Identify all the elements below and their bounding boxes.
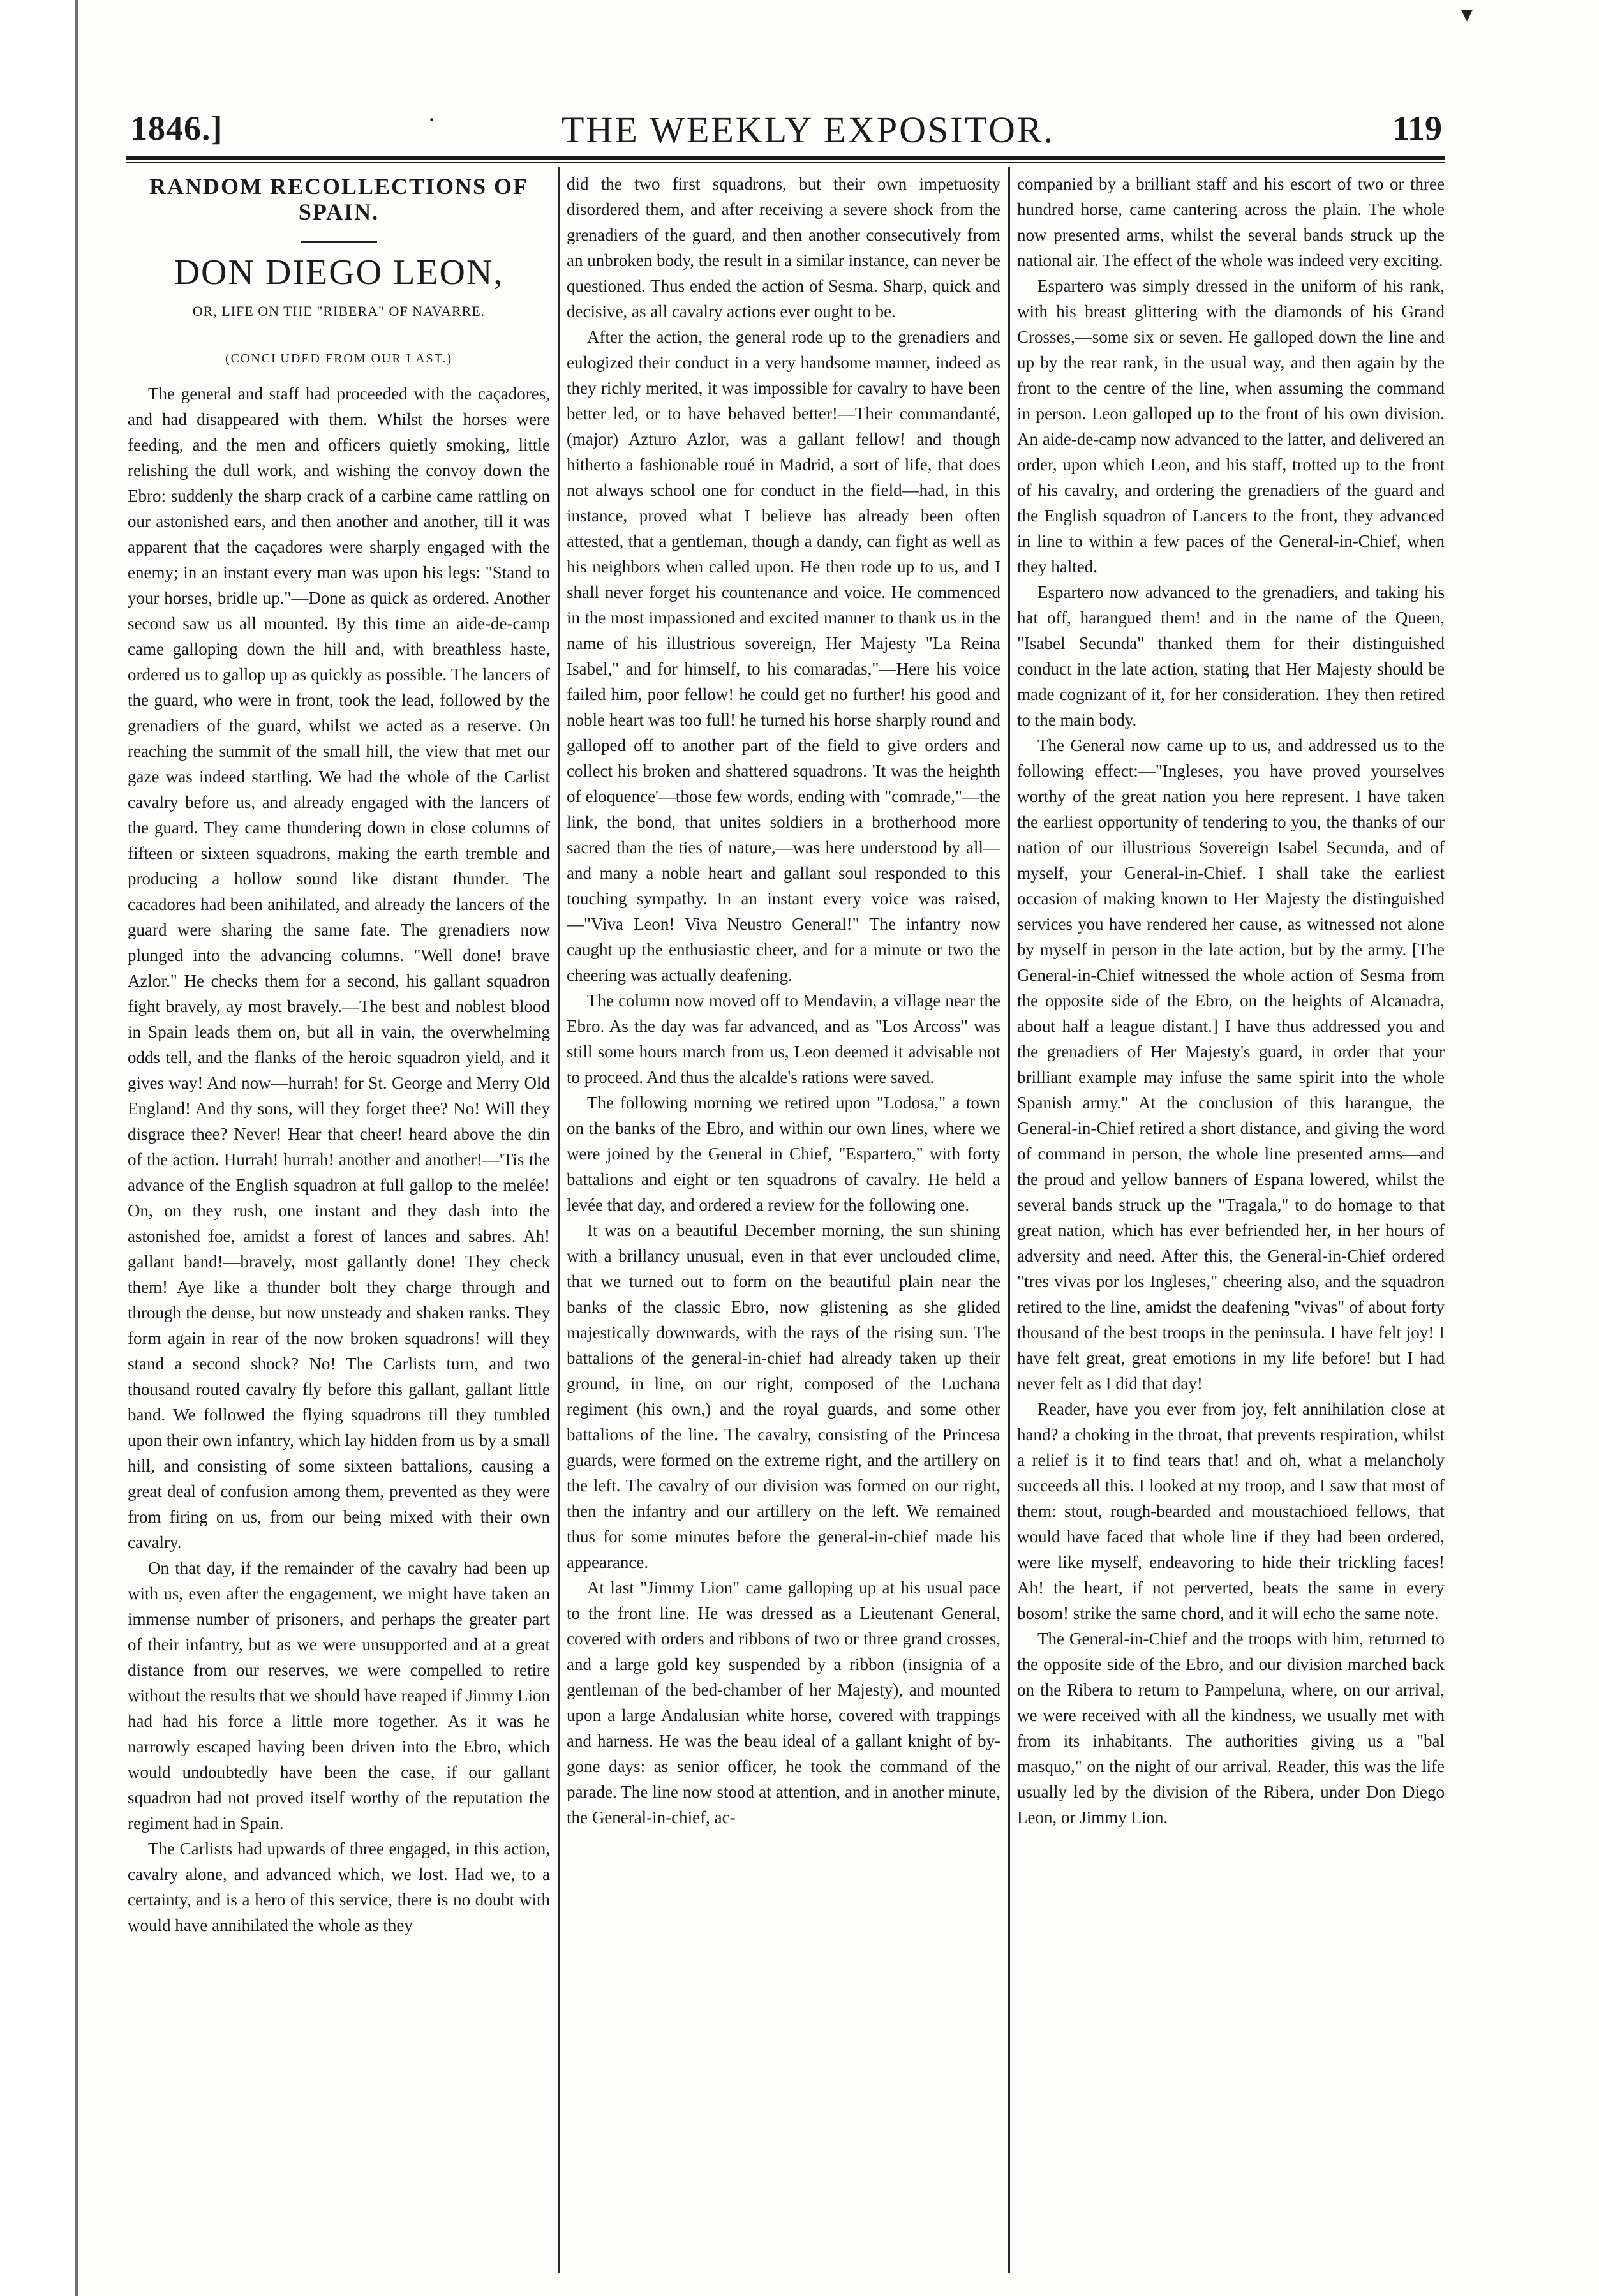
paragraph: The general and staff had proceeded with the caçadores, and had disappeared with them. Whilst the horses were feeding, and the men and officers quietly smoking, little relishing the dull work, and wishing the convoy down the Ebro: suddenly the sharp crack of a carbine came rattling on our astonished ears, and then another and another, till it was apparent that the caçadores were sharply engaged with the enemy; in an instant every man was upon his legs: "Stand to your horses, bridle up."—Done as quick as ordered. Another second saw us all mounted. By this time an aide-de-camp came galloping down the hill and, with breathless haste, ordered us to gallop up as quickly as possible. The lancers of the guard, who were in front, took the lead, followed by the grenadiers of the guard, whilst we acted as a reserve. On reaching the summit of the small hill, the view that met our gaze was indeed startling. We had the whole of the Carlist cavalry before us, and already engaged with the lancers of the guard. They came thundering down in close columns of fifteen or sixteen squadrons, making the earth tremble and producing a hollow sound like distant thunder. The cacadores had been anihilated, and already the lancers of the guard were sharing the same fate. The grenadiers now plunged into the advancing columns. "Well done! brave Azlor." He checks them for a second, his gallant squadron fight bravely, ay most bravely.—The best and noblest blood in Spain leads them on, but all in vain, the overwhelming odds tell, and the flanks of the heroic squadron yield, and it gives way! And now—hurrah! for St. George and Merry Old England! And thy sons, will they forget thee? No! Will they disgrace thee? Never! Hear that cheer! heard above the din of the action. Hurrah! hurrah! another and another!—'Tis the advance of the English squadron at full gallop to the melée! On, on they rush, one instant and they dash into the astonished foe, amidst a forest of lances and sabres. Ah! gallant band!—bravely, most gallantly done! They check them! Aye like a thunder bolt they charge through and through the dense, but now unsteady and shaken ranks. They form again in rear of the now broken squadrons! will they stand a second shock? No! The Carlists turn, and two thousand routed cavalry fly before this gallant, gallant little band. We followed the flying squadrons till they tumbled upon their own infantry, which lay hidden from us by a small hill, and consisting of some sixteen battalions, causing a great deal of confusion among them, prevented as they were from firing on us, from our being mixed with their own cavalry.	[128, 384, 550, 1552]
paragraph: After the action, the general rode up to the grenadiers and eulogized their conduct in a very handsome manner, indeed as they richly merited, it was impossible for cavalry to have been better led, or to have behaved better!—Their commandanté,(major) Azturo Azlor, was a gallant fellow! and though hitherto a fashionable roué in Madrid, a sort of life, that does not always school one for conduct in the field—had, in this instance, proved what I believe has already been often attested, that a gentleman, though a dandy, can fight as well as his neighbors when called upon. He then rode up to us, and I shall never forget his countenance and voice. He commenced in the most impassioned and excited manner to thank us in the name of his illustrious sovereign, Her Majesty "La Reina Isabel," and for himself, to his comaradas,"—Here his voice failed him, poor fellow! he could get no further! his good and noble heart was too full! he turned his horse sharply round and galloped off to another part of the field to give orders and collect his broken and shattered squadrons. 'It was the heighth of eloquence'—those few words, ending with "comrade,"—the link, the bond, that unites soldiers in a brotherhood more sacred than the ties of nature,—was here understood by all—and many a noble heart and gallant soul responded to this touching sympathy. In an instant every voice was raised,—"Viva Leon! Viva Neustro General!" The infantry now caught up the enthusiastic cheer, and for a minute or two the cheering was actually deafening.	[567, 327, 1000, 985]
header-year: 1846.]	[130, 109, 223, 147]
article-subtitle: DON DIEGO LEON,	[174, 253, 504, 292]
title-rule	[301, 241, 377, 243]
column-divider-2	[1008, 167, 1010, 2273]
paragraph: companied by a brilliant staff and his escort of two or three hundred horse, came cantering across the plain. The whole now presented arms, whilst the several bands struck up the national air. The effect of the whole was indeed very exciting.	[1017, 174, 1445, 270]
header-dot: ·	[428, 105, 436, 134]
article-subtitle-2: OR, LIFE ON THE "RIBERA" OF NAVARRE.	[192, 303, 486, 319]
page-number: 119	[1392, 109, 1442, 147]
spine-rule	[75, 0, 78, 2296]
corner-mark: ▾	[1461, 1, 1473, 27]
paragraph: Espartero was simply dressed in the uniform of his rank, with his breast glittering with the diamonds of his Grand Crosses,—some six or seven. He galloped down the line and up by the rear rank, in the usual way, and then again by the front to the centre of the line, when assuming the command in person. Leon galloped up to the front of his own division. An aide-de-camp now advanced to the latter, and delivered an order, upon which Leon, and his staff, trotted up to the front of his cavalry, and ordering the grenadiers of the guard and the English squadron of Lancers to the front, they advanced in line to within a few paces of the General-in-Chief, when they halted.	[1017, 276, 1445, 576]
paragraph: At last "Jimmy Lion" came galloping up at his usual pace to the front line. He was dressed as a Lieutenant General, covered with orders and ribbons of two or three grand crosses, and a large gold key suspended by a ribbon (insignia of a gentleman of the bed-chamber of her Majesty), and mounted upon a large Andalusian white horse, covered with trappings and harness. He was the beau ideal of a gallant knight of by-gone days: as senior officer, he took the command of the parade. The line now stood at attention, and in another minute, the General-in-chief, ac-	[567, 1578, 1000, 1827]
header-rule-thick	[126, 156, 1445, 160]
page-spine-margin	[0, 0, 78, 2296]
header-rule-thin	[126, 162, 1445, 163]
paragraph: It was on a beautiful December morning, the sun shining with a brillancy unusual, even in that ever unclouded clime, that we turned out to form on the beautiful plain near the banks of the classic Ebro, now glistening as she glided majestically downwards, with the rays of the rising sun. The battalions of the general-in-chief had already taken up their ground, in line, on our right, composed of the Luchana regiment (his own,) and the royal guards, and some other battalions of the line. The cavalry, consisting of the Princesa guards, were formed on the extreme right, and the artillery on the left. The cavalry of our division was formed on our right, then the infantry and our artillery on the left. We remained thus for some minutes before the general-in-chief made his appearance.	[567, 1221, 1000, 1572]
text-column-2	[567, 171, 1000, 2264]
text-column-1	[128, 171, 550, 2264]
paragraph: Reader, have you ever from joy, felt annihilation close at hand? a choking in the throat, that prevents respiration, whilst a relief is it to find tears that! and oh, what a melancholy succeeds all this. I looked at my troop, and I saw that most of them: stout, rough-bearded and moustachioed fellows, that would have faced that whole line if they had been ordered, were like myself, endeavoring to hide their trickling faces! Ah! the heart, if not perverted, beats the same in every bosom! strike the same chord, and it will echo the same note.	[1017, 1399, 1445, 1623]
article-title: RANDOM RECOLLECTIONS OF SPAIN.	[149, 174, 529, 225]
paragraph: The General-in-Chief and the troops with him, returned to the opposite side of the Ebro, and our division marched back on the Ribera to return to Pampeluna, where, on our arrival, we were received with all the kindness, we usually met with from its inhabitants. The authorities giving us a "bal masquo," on the night of our arrival. Reader, this was the life usually led by the division of the Ribera, under Don Diego Leon, or Jimmy Lion.	[1017, 1629, 1445, 1827]
paragraph: did the two first squadrons, but their own impetuosity disordered them, and after receiving a severe shock from the grenadiers of the guard, and then another consecutively from an unbroken body, the result in a similar instance, can never be questioned. Thus ended the action of Sesma. Sharp, quick and decisive, as all cavalry actions ever ought to be.	[567, 174, 1000, 321]
publication-title: THE WEEKLY EXPOSITOR.	[562, 109, 1055, 151]
paragraph: On that day, if the remainder of the cavalry had been up with us, even after the engagement, we might have taken an immense number of prisoners, and perhaps the greater part of their infantry, but as we were unsupported and at a great distance from our reserves, we were compelled to retire without the results that we should have reaped if Jimmy Lion had had his force a little more together. As it was he narrowly escaped having been driven into the Ebro, which would undoubtedly have been the case, if our gallant squadron had not proved itself worthy of the reputation the regiment had in Spain.	[128, 1558, 550, 1833]
paragraph: The General now came up to us, and addressed us to the following effect:—"Ingleses, you have proved yourselves worthy of the great nation you here represent. I have taken the earliest opportunity of tendering to you, the thanks of our nation of our illustrious Sovereign Isabel Secunda, and of myself, your General-in-Chief. I shall take the earliest occasion of making known to Her Majesty the distinguished services you have rendered her cause, as witnessed not alone by myself in person in the late action, but by the army. [The General-in-Chief witnessed the whole action of Sesma from the opposite side of the Ebro, on the heights of Alcanadra, about half a league distant.] I have thus addressed you and the grenadiers of Her Majesty's guard, in order that your brilliant example may infuse the same spirit into the whole Spanish army." At the conclusion of this harangue, the General-in-Chief retired a short distance, and giving the word of command in person, the whole line presented arms—and the proud and yellow banners of Espana lowered, whilst the several bands struck up the "Tragala," to do homage to that great nation, which has ever befriended her, in her hours of adversity and need. After this, the General-in-Chief ordered "tres vivas por los Ingleses," cheering also, and the squadron retired to the line, amidst the deafening "vivas" of about forty thousand of the best troops in the peninsula. I have felt joy! I have felt great, great emotions in my life before! but I had never felt as I did that day!	[1017, 736, 1445, 1393]
paragraph: The column now moved off to Mendavin, a village near the Ebro. As the day was far advanced, and as "Los Arcoss" was still some hours march from us, Leon deemed it advisable not to proceed. And thus the alcalde's rations were saved.	[567, 991, 1000, 1087]
page-header	[128, 105, 1442, 151]
paragraph: Espartero now advanced to the grenadiers, and taking his hat off, harangued them! and in the name of the Queen, "Isabel Secunda" thanked them for their distinguished conduct in the late action, stating that Her Majesty should be made cognizant of it, for her consideration. They then retired to the main body.	[1017, 583, 1445, 729]
paragraph: The Carlists had upwards of three engaged, in this action, cavalry alone, and advanced which, we lost. Had we, to a certainty, and is a hero of this service, there is no doubt with would have annihilated the whole as they	[128, 1839, 550, 1935]
continuation-note: (CONCLUDED FROM OUR LAST.)	[225, 352, 453, 366]
paragraph: The following morning we retired upon "Lodosa," a town on the banks of the Ebro, and within our own lines, where we were joined by the General in Chief, "Espartero," with forty battalions and eight or ten squadrons of cavalry. He held a levée that day, and ordered a review for the following one.	[567, 1093, 1000, 1214]
text-column-3	[1017, 171, 1445, 2264]
column-divider-1	[558, 167, 560, 2273]
